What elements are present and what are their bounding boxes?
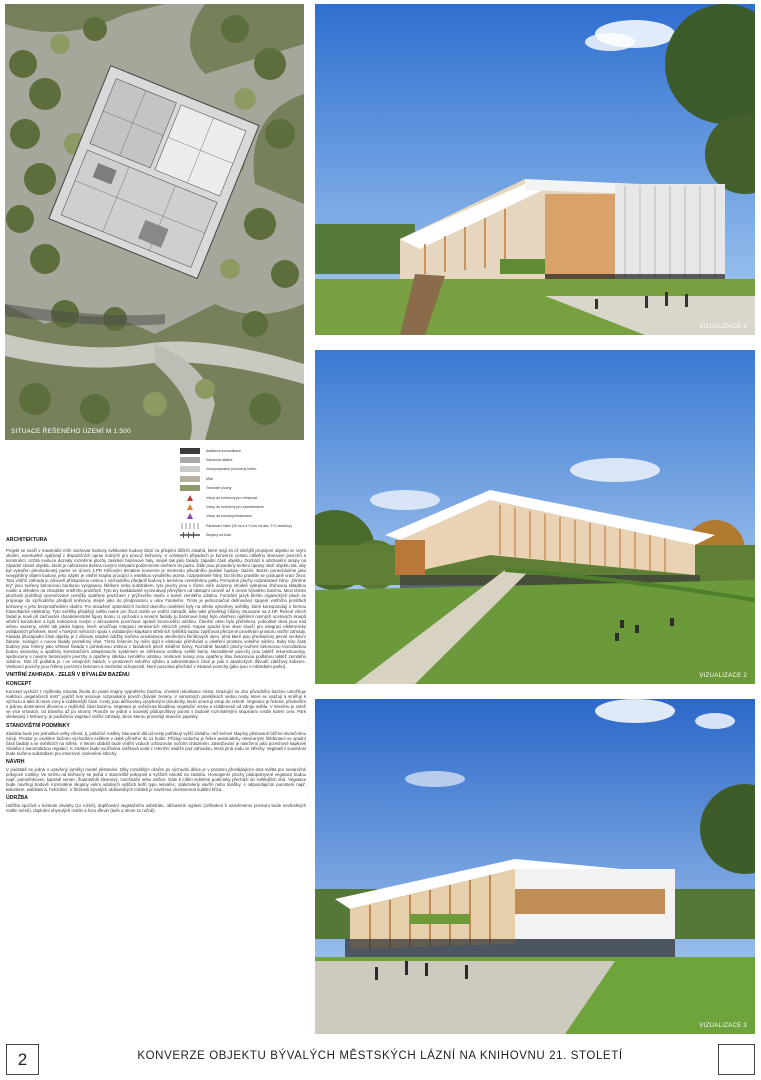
visualization-1: [315, 4, 755, 335]
triangle-icon: [180, 513, 200, 519]
legend-label: Travnaté plochy: [206, 486, 232, 491]
legend-label: Vodopropustný pochozný beton: [206, 467, 257, 472]
visualization-2-render: [315, 350, 755, 684]
visualization-2-label: VIZUALIZACE 2: [699, 673, 747, 679]
legend-item: [180, 455, 315, 464]
maintenance-text: Údržba spočívá v kontrole závlahy (1x ročně), doplňování vegetačního substrátu, občasném vyplení (vzhledem k uzavřenému prostoru bude nevhodných rostlin méně), doplnění uhynulých rostlin a řezu dřevin (keře a strom 1x ročně).: [6, 803, 306, 814]
page-number: 2: [6, 1044, 39, 1075]
legend-label: Zámková dlažba: [206, 458, 233, 463]
legend-swatch: [180, 476, 200, 482]
triangle-icon: [180, 495, 200, 501]
site-plan-legend: [180, 446, 315, 540]
triangle-icon: [180, 504, 200, 510]
legend-swatch: [180, 448, 200, 454]
legend-label: Mlat: [206, 476, 213, 481]
architecture-heading: ARCHITEKTURA: [6, 537, 48, 543]
legend-label: Parkovací stání (30 ks a z+2 km na aut, 2+2 dodávky): [206, 523, 292, 528]
visualization-3-label: VIZUALIZACE 3: [699, 1023, 747, 1029]
corner-box: [718, 1044, 755, 1075]
design-text: V podstatě se jedná o uzavřený (uměly) model pěstování. Díky rozsáhlým oknům po východní délce je v prostoru převládajícím dost světla pro nenáročné pokojové rostliny. Ve směru od knihovny se jedná o stanoviště pokojové a vyšších nároků na závlahu. Homogenní plochy půdopokryvné vegetace budou např. pomněnkovec, kapradí semec, fluotonitník kleanový, mochnáče nebo ostřice. Dále k cílům světelné podmínky přechází do světlejších dnů. Vegetace bude navrhují bodově rozmístěné skupiny velmi odolných vyšších keřů typu netvařec, stálezelený vavřín nebo tisaříky, s odpovídajícím porostem např. kakostem, waldsteinií, hvězdnicí. V blízkosti bývalých skokanských můstků je navržena vícekmenná subtilní břiza.: [6, 766, 306, 793]
conditions-heading: STANOVIŠTNÍ PODMÍNKY: [6, 722, 70, 729]
garden-heading: VNITŘNÍ ZAHRADA - ZELEŇ V BÝVALÉM BAZÉNU: [6, 672, 130, 679]
legend-item: [180, 474, 315, 483]
legend-label: Vstup do kavárny/restaurace: [206, 514, 252, 519]
concept-text: Koncept vychází z myšlenky návratu života do pusté krajiny vyprahlého bazénu, chceteli rekultivace místa. Svazující se dno původního bazénu umožňuje realizaci „vegetačních míst”, jejichž tvar asociuje rozpraskaný povrch (bývalé zeminy. V samotných prasklinách vedou cesty, které se svažují a směřují k výchozu a také do teen zony a vzdálenější části. Cesty jsou definovány vyvýšenými obrubníky, které omezují vstup do zeleně. Vegetace je řešená, především s jednou dominantní dřevinou v nejhlubší části bazénu. Vegetace je ověnčena hloubkou vegetační vrstvy a vzdáleností od zdroje světla. V interiéru je zeleň ve více vrstvách, od trávníku až po stromy. Protože se jedná o souvislý půdoprofilový porost s budové rozmístěnými skupinami rostlin kolem cest. Park sledovaný z knihovny, je podloženo vegetací vnitřní zahrady, skrze kterou prosvítají sluneční paprsky.: [6, 689, 306, 720]
visualization-1-label: VIZUALIZACE 1: [699, 324, 747, 330]
legend-item: [180, 502, 315, 511]
concept-heading: KONCEPT: [6, 681, 32, 688]
text-column: [6, 548, 306, 816]
legend-label: Asfaltová komunikace: [206, 448, 241, 453]
footer-title: KONVERZE OBJEKTU BÝVALÝCH MĚSTSKÝCH LÁZNÍ NA KNIHOVNU 21. STOLETÍ: [137, 1050, 623, 1062]
legend-item: [180, 493, 315, 502]
legend-item: [180, 512, 315, 521]
maintenance-heading: ÚDRŽBA: [6, 795, 28, 802]
conditions-text: Závlaha bude pro jednotlivé celky cílená, tj. potlačné rostliny situované dál od cesty potřebují vyšší závlahu, než keřové skupiny pěstované blíž ke slunečnímu zdroji. Prostor je osvětlen bočním východním světlem v době přímého do 11 hodin. Přístup vzduchu je řešen automaticky otevíranými štěrbinami ve spodní části fasády a ve světlících na střeše. V letním období bude vnitřní vzduch ochlazován nočním chlazením. Zavlažování je navrženo jako povrchové kapkové závlaha s automatickou regulací. K závlaze bude využívána srážková voda z retenční nádrže pod zahradou, která jímá vodu ze střechy. Vegetační souvislost bude tvořeno substrátem pro intenzivní ozeleněné střechy.: [6, 730, 306, 756]
legend-item: [180, 484, 315, 493]
visualization-1-render: [315, 4, 755, 335]
architecture-text: Projekt se snaží v maximální míře zachovat hodnoty světlostné budovy lázní za přispění dílčích zásahů, které mají za cíl silnějšíl propojení objektu se svým okolím, eventuelně vyplývají z dispozičních úprav nutných pro provoz knihovny. V celistvých případech je konverze cestou citlivého obnovení povrchů a konstrukcí. Určitá evoluce dozvaly rozměrné plochy zasklení bazénové haly, stejně tak jako fasády západní části objektu. Dochází k odstranění rampy na západní straně objektu, která je nahrazena dvěma novými rampami podzemními směrem do parku. Dále jsou provedeny tenkrní úpravy okolí objektu tak, aby byl vytvořen plnohodnotný parter ve úrovni 1.PP. Klíčovým tématem konverze je memento původního poslání budovy- bazén. Bazén ponechávíme jako nevyplněný objem budovy, jeho náplní je vnitřní krajina procující s estetikou vysoklého jezera, rozprasknelé hliny. Do těchto prasklin se postupně vrací život. Tato vnitřní zahrada je zároveň přístupovou cestou z východního předpolí budovy k lemnímu centrálnímu pultu. Pomyslné plochy rozpraskané hliny- „hliněné kry” jsou tvořeny betonovou bordurou vysypanou štěrkem nebo substrátem, tyto plochy jsou v různé míře osázeny vhodně vybranou druhovou skladbou rostlin a ohledem na charakter vnitřního prostředí. Tyto kry kaskádovitě vyrovnávají převýšení od nástupní úrovně až k úrovni bývalého bazénu. Mezi těmito plochami probíhají vyvenčované cestičky opatřené povrchem z prýžového mulče v barvě zemitého odstínu. Formální jazyk těchto organických ploch se propisuje do východního předpolí knihovny stejně jako do předprostoru u ulice Farského. Tímto je jednoznačně definováno spojení vnitřního prostředí knihovny s jeho bezprostředním okolím. Pro dosažení optimálních hodnot denního osvětlení byly na střeše vytvořeny světlíky, které korespondují s formou fotovoltaické elektrárny. Tyto světlíky přinášejí světlo nutné pro život rostlin ve vnitřní zahradě, dále také přisvětlují čítárny situované na 2.NP. Řešení všech fasád je nově při zachování charakteristické figury domu. U východní a severní fasády (u bazénové haly) bylo ošetřeno opětěnní nosných ocelových sloupů střešní konstrukce a bylo nahrazeno novým v akcovaném povrchové úpravě bronzového odstínu. Členění oken bylo přeřešeno, jednotlivé okna jsou nad sebou osazeny, vznikl tak jakési kapse, které umožňuje integraci venkovních stínicích prvků. Kapsa spodní linie oken slouží pro integraci elektronicky ovládaných přívětrek, které v horkých měsících spolu s ovládanými klapkami střešních světlíků budou zajišťovat přirozené provětrání prostoru vnitřní zahrady. Fasáda jihozápadní části objektu je z důvodu snadné údržby tvořena acsulatovou otevřenými hliníkových oken, před které jsou předsazeny pevné venkovní žaluzie, svislující s novou fasády proměnný úhel. Tímto řešením by mělo dojít k eliminaci přehřívání a ošetření prostoru volného výběru. Boky této části budovy jsou řešeny jako větrané fasáda s pohledovou vrstvou z fasádních plech měděné barvy. Rozsáhlé fasádní plochy tvořené betonovou monolitickou budou sanovány a opatřeny konstrukčním zateplovacím systémem se stěrkovou omítkou světlé barvy. Nezasklené povrchy jsou taktéž rekonstruovány, sjednoceny s novými betonovými povrchy a opatřeny stěrkou zemitého odstínu. Venkovní terasy jsou opatřeny litou betonovou podlahou taktéž zemitého odstínu. Tato tíž podlaha je i ve vstupních halách, v prostorech volného výběru a administrativní části je pak s akustických důvodů zátěžový koberec. Venkovní povrchy jsou řešeny poréznim betonem a stezbrání schopností, které pozvolna přechází v mlatové povrchy (jako jsou v městském parku).: [6, 548, 306, 670]
legend-item: [180, 531, 315, 540]
legend-label: Vstup do knihovny pro zaměstnance: [206, 505, 264, 510]
legend-label: Stojany na kola: [206, 533, 231, 538]
site-plan-caption: SITUACE ŘEŠENÉHO ÚZEMÍ M 1:500: [11, 428, 131, 435]
legend-item: [180, 465, 315, 474]
visualization-3-render: [315, 699, 755, 1034]
legend-swatch: [180, 485, 200, 491]
site-plan: [5, 4, 304, 440]
legend-item: [180, 446, 315, 455]
legend-swatch: [180, 457, 200, 463]
visualization-2: [315, 350, 755, 684]
legend-label: Vstup do knihovny pro veřejnost: [206, 495, 258, 500]
parking-stripes-icon: [180, 523, 200, 529]
bike-rack-icon: [180, 532, 200, 538]
site-plan-drawing: [5, 4, 304, 440]
legend-swatch: [180, 466, 200, 472]
legend-item: [180, 521, 315, 530]
design-heading: NÁVRH: [6, 758, 25, 765]
visualization-3: [315, 699, 755, 1034]
